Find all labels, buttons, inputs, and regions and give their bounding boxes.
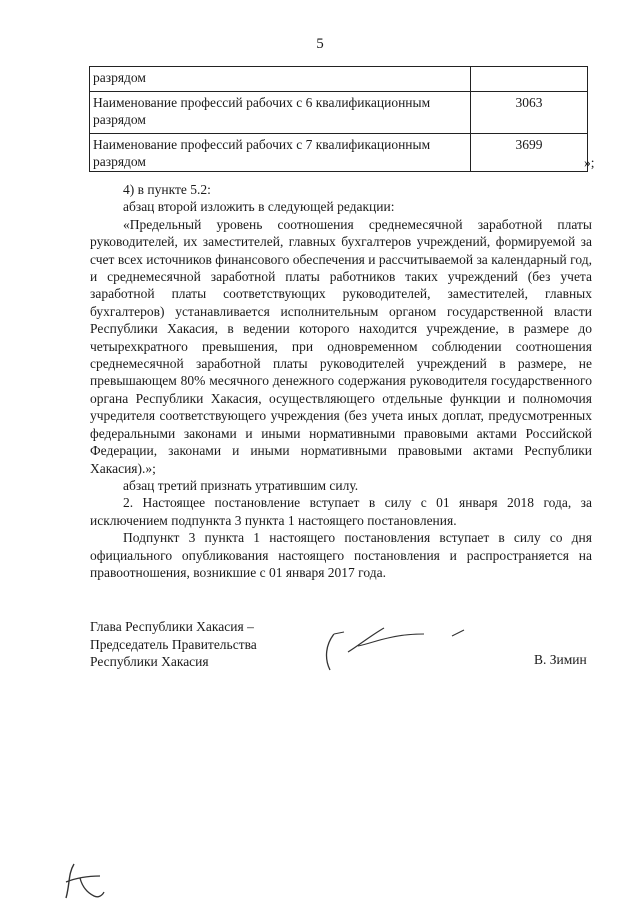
paragraph: 2. Настоящее постановление вступает в силу с 01 января 2018 года, за исключением подпункта 3 пункта 1 настоящего постановления. bbox=[90, 495, 592, 528]
table-cell-name: Наименование профессий рабочих с 6 квалификационным разрядом bbox=[90, 92, 471, 134]
table-cell-value: 3063 bbox=[471, 92, 588, 134]
profession-table bbox=[89, 66, 588, 172]
document-body bbox=[90, 181, 592, 581]
signatory-title-line: Республики Хакасия bbox=[90, 654, 209, 669]
paragraph: 4) в пункте 5.2: bbox=[123, 182, 211, 197]
signatory-title-line: Председатель Правительства bbox=[90, 636, 257, 652]
table-cell-value: 3699 bbox=[471, 134, 588, 172]
page-number: 5 bbox=[316, 36, 324, 52]
paragraph: абзац третий признать утратившим силу. bbox=[123, 477, 359, 493]
table-row bbox=[90, 67, 588, 92]
table-cell-name: разрядом bbox=[90, 67, 471, 92]
paragraph: «Предельный уровень соотношения среднемесячной заработной платы руководителей, их заместителей, главных бухгалтеров учреждений, формируемой за счет всех источников финансового обеспечения и рассчитываемой за календарный год, и среднемесячной заработной платы работников таких учреждений (без учета заработной платы соответствующих руководителей, заместителей, главных бухгалтеров) устанавливается исполнительным органом государственной власти Республики Хакасия, в ведении которого находится учреждение, в размере до четырехкратного превышения, при одновременном соблюдении соотношения среднемесячной заработной платы руководителей учреждений в размере, не превышающем 80% месячного денежного содержания руководителя государственного органа Республики Хакасия, осуществляющего отдельные функции и полномочия учредителя соответствующего учреждения (без учета иных доплат, предусмотренных федеральными законами и иными нормативными правовыми актами Российской Федерации, законами и иными нормативными правовыми актами Республики Хакасия).»; bbox=[90, 216, 592, 476]
table-closing-quote: »; bbox=[584, 155, 595, 170]
table-cell-name: Наименование профессий рабочих с 7 квалификационным разрядом bbox=[90, 134, 471, 172]
signatory-title-line: Глава Республики Хакасия – bbox=[90, 619, 254, 634]
table-cell-value bbox=[471, 67, 588, 92]
handwritten-signature bbox=[318, 622, 478, 678]
paragraph: абзац второй изложить в следующей редакции: bbox=[123, 199, 395, 215]
table-row bbox=[90, 92, 588, 134]
table-row bbox=[90, 134, 588, 172]
paragraph: Подпункт 3 пункта 1 настоящего постановления вступает в силу со дня официального опубликования настоящего постановления и распространяется на правоотношения, возникшие с 01 января 2017 года. bbox=[90, 530, 592, 580]
handwritten-initials bbox=[60, 860, 110, 902]
signatory-title bbox=[90, 618, 257, 671]
signatory-name: В. Зимин bbox=[534, 652, 587, 667]
